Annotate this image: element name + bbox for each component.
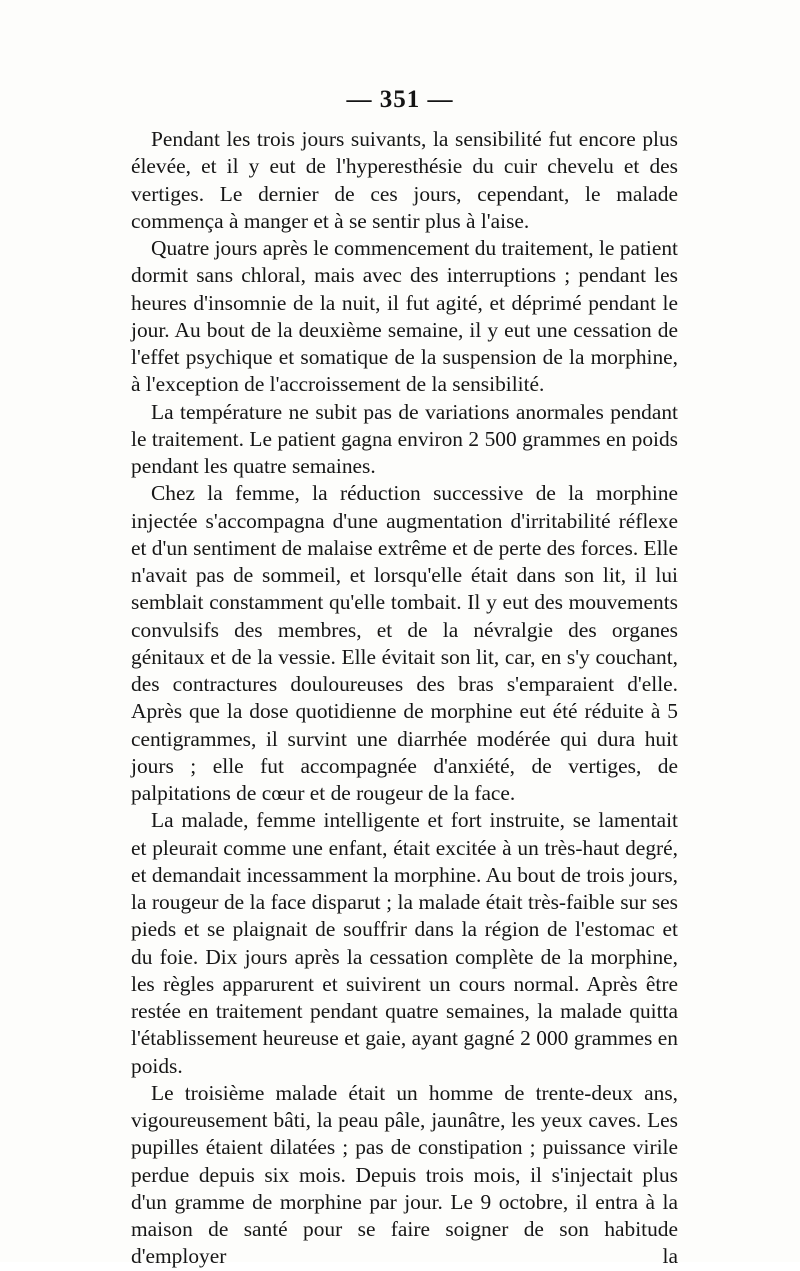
- paragraph: La température ne subit pas de variations anormales pendant le traitement. Le patient gagna environ 2 500 grammes en poids pendant les quatre semaines.: [131, 399, 678, 478]
- paragraph: Pendant les trois jours suivants, la sensibilité fut encore plus élevée, et il y eut de l'hyperesthésie du cuir chevelu et des vertiges. Le dernier de ces jours, cependant, le malade commença à manger et à se sentir plus à l'aise.: [131, 127, 678, 233]
- paragraph: Quatre jours après le commencement du traitement, le patient dormit sans chloral, mais avec des interruptions ; pendant les heures d'insomnie de la nuit, il fut agité, et déprimé pendant le jour. Au bout de la deuxième semaine, il y eut une cessation de l'effet psychique et somatique de la suspension de la morphine, à l'exception de l'accroissement de la sensibilité.: [131, 236, 678, 397]
- body-text: [131, 126, 678, 1271]
- paragraph: Le troisième malade était un homme de trente-deux ans, vigoureusement bâti, la peau pâle, jaunâtre, les yeux caves. Les pupilles étaient dilatées ; pas de constipation ; puissance virile perdue depuis six mois. Depuis trois mois, il s'injectait plus d'un gramme de morphine par jour. Le 9 octobre, il entra à la maison de santé pour se faire soigner de son habitude d'employer la: [131, 1080, 678, 1269]
- page-number: — 351 —: [346, 86, 454, 113]
- paragraph: Chez la femme, la réduction successive de la morphine injectée s'accompagna d'une augmentation d'irritabilité réflexe et d'un sentiment de malaise extrême et de perte des forces. Elle n'avait pas de sommeil, et lorsqu'elle était dans son lit, il lui semblait constamment qu'elle tombait. Il y eut des mouvements convulsifs des membres, et de la névralgie des organes génitaux et de la vessie. Elle évitait son lit, car, en s'y couchant, des contractures douloureuses des bras s'emparaient d'elle. Après que la dose quotidienne de morphine eut été réduite à 5 centigrammes, il survint une diarrhée modérée qui dura huit jours ; elle fut accompagnée d'anxiété, de vertiges, de palpitations de cœur et de rougeur de la face.: [131, 481, 678, 805]
- paragraph: La malade, femme intelligente et fort instruite, se lamentait et pleurait comme une enfant, était excitée à un très-haut degré, et demandait incessamment la morphine. Au bout de trois jours, la rougeur de la face disparut ; la malade était très-faible sur ses pieds et se plaignait de souffrir dans la région de l'estomac et du foie. Dix jours après la cessation complète de la morphine, les règles apparurent et suivirent un cours normal. Après être restée en traitement pendant quatre semaines, la malade quitta l'établissement heureuse et gaie, ayant gagné 2 000 grammes en poids.: [131, 808, 678, 1078]
